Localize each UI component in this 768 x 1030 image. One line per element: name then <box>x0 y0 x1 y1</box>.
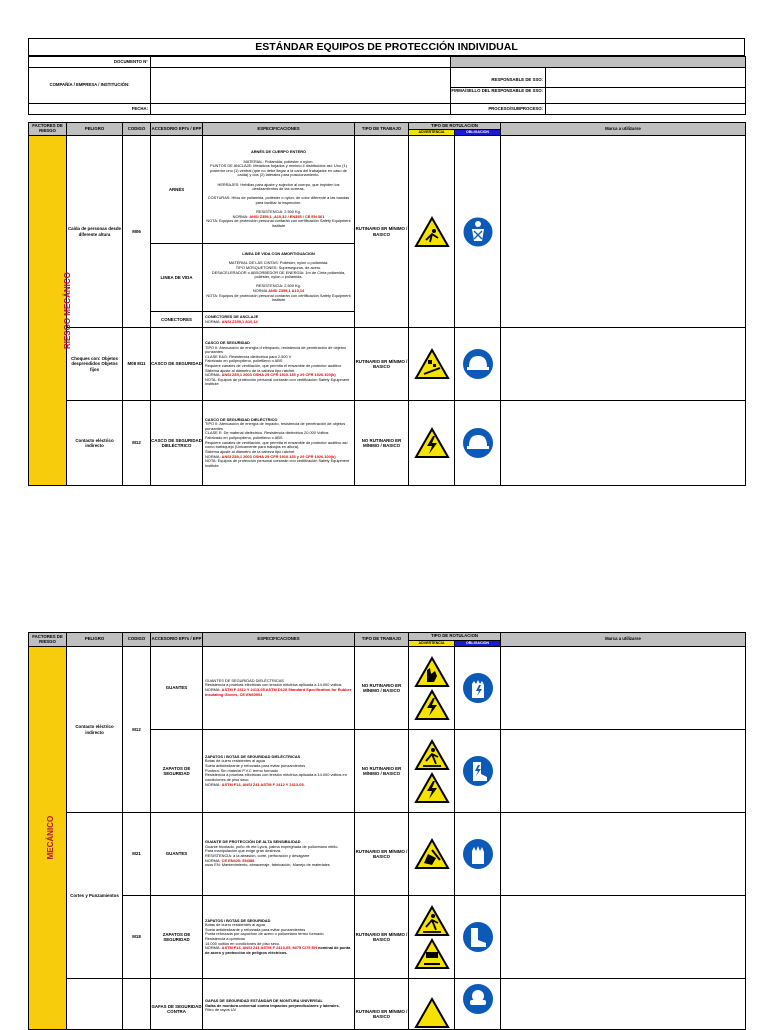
document-title: ESTÁNDAR EQUIPOS DE PROTECCIÓN INDIVIDUAL <box>255 41 518 53</box>
electric-shock-hand-warning-icon <box>414 656 450 688</box>
codigo-choques: M08 M11 <box>123 328 151 401</box>
spec-conectores: CONECTORES DE ANCLAJE NORMA: ANSI Z359,1 A10,14 <box>203 312 355 328</box>
tipo-trabajo-choques: RUTINARIO ER MÍNIMO / BASICO <box>355 328 409 401</box>
fecha-label: FECHA: <box>29 104 151 115</box>
advertencia-choques <box>409 328 455 401</box>
codigo-contacto: M12 <box>123 401 151 486</box>
obligacion-gafas <box>455 979 501 1030</box>
compania-field[interactable] <box>151 68 451 104</box>
tipo-trabajo-caida: RUTINARIO ER MÍNIMO / BASICO <box>355 136 409 328</box>
fall-warning-icon <box>414 216 450 248</box>
codigo-caida: M06 <box>123 136 151 328</box>
risk-factor-mecanico: MECÁNICO <box>29 647 67 1030</box>
document-title-bar <box>28 38 745 56</box>
col-accesorio: ACCESORIO EPI's / EPP <box>151 123 203 136</box>
falling-objects-warning-icon <box>414 348 450 380</box>
epp-table-1 <box>28 122 746 486</box>
epp-table-2 <box>28 632 746 1030</box>
advertencia-guantes-2 <box>409 813 455 896</box>
accesorio-casco-dielectrico: CASCO DE SEGURIDAD DIELÉCTRICO <box>151 401 203 486</box>
dielectric-boots-mandatory-icon <box>461 754 495 788</box>
eye-hazard-warning-icon <box>414 997 450 1029</box>
spec-arnes: ARNÉS DE CUERPO ENTERO MATERIAL: Poliamida, poliéster o nylon. PUNTOS DE ANCLAJE: Metálicos forjados y mínimo 4 distribuidos así: Uno (1) posterior uno (1) ventral (que no debe llegar a la cara del trabajador en caso de caída) y dos (2) laterales para posicionamiento. HERRAJES: Hebillas para ajuste y sujeción al cuerpo, que impiden los deslizamientos de las correas. COSTURAS: Hilos de poliamida, poliéster o nylon, de color diferente a las bandas para facilitar la inspección. RESISTENCIA: 2.500 Kg. NORMA: ANSI Z359,1 ,A10,32 / EN355 / CE EN 361 NOTA: Equipos de protección personal contarán con certificación Safety Equipment Institute <box>203 136 355 244</box>
col-peligro: PELIGRO <box>67 633 123 647</box>
spec-zapatos: ZAPATOS / BOTAS DE SEGURIDAD DIELÉCTRICAS Botas de cuero resistentes al agua Suela antideslizante y reforzada para evitar punzamientos Puntera: Sin material P.V.C termo formado Resistencia a pruebas eléctricas con tensión eléctrica aplicada a 14.000 voltios en condiciones de piso seco. NORMA: ASTM F13, ANSI Z41 ASTM F 2412 Y 2413-05. <box>203 730 355 813</box>
peligro-caida: Caída de personas desde diferente altura <box>67 136 123 328</box>
col-tipo-rotulacion: TIPO DE ROTULACION <box>409 633 501 641</box>
spec-guantes-2: GUANTE DE PROTECCIÓN DE ALTA SENSIBILIDAD Guante tricotado, puño rib ete Lycra, palma impregnada de poliuretano nitrilo. Para manipulación que exige gran destreza. RESISTENCIA: a la abrasión, corte, perforación y desagarre NORMA: CE EN420: EN388 usos EN: Mantenimiento, almacenaje, fabricación, Manejo de materiales <box>203 813 355 896</box>
tipo-trabajo-contacto: NO RUTINARIO ER MÍNIMO / BASICO <box>355 401 409 486</box>
accesorio-conectores: CONECTORES <box>151 312 203 328</box>
crush-warning-icon <box>414 938 450 970</box>
slip-warning-icon <box>414 905 450 937</box>
marca-caida[interactable] <box>501 136 746 328</box>
obligacion-contacto <box>455 401 501 486</box>
risk-factor-mecanico: RIESGO MECÁNICO <box>29 136 67 486</box>
codigo-contacto: M12 <box>123 647 151 813</box>
advertencia-guantes <box>409 647 455 730</box>
peligro-choques: Choques con: Objetos desprendidos Objetos fijos <box>67 328 123 401</box>
proceso-field[interactable] <box>546 104 746 115</box>
advertencia-gafas <box>409 979 455 1030</box>
header-form <box>28 56 746 115</box>
firma-label: FIRMA/SELLO DEL RESPONSABLE DE SSO: <box>451 88 543 93</box>
accesorio-zapatos: ZAPATOS DE SEGURIDAD <box>151 730 203 813</box>
slip-warning-icon <box>414 739 450 771</box>
spec-gafas: GAFAS DE SEGURIDAD ESTÁNDAR DE MONTURA UNIVERSAL Gafas de montura universal contra impactos perpendiculares y laterales. Filtro de rayos UV <box>203 979 355 1030</box>
goggles-mandatory-icon <box>461 982 495 1016</box>
accesorio-guantes: GUANTES <box>151 647 203 730</box>
col-peligro: PELIGRO <box>67 123 123 136</box>
accesorio-gafas: GAFAS DE SEGURIDAD CONTRA <box>151 979 203 1030</box>
documento-field[interactable] <box>151 57 451 68</box>
codigo-cortes-2: M18 <box>123 896 151 979</box>
advertencia-contacto <box>409 401 455 486</box>
col-tipo-trabajo: TIPO DE TRABAJO <box>355 633 409 647</box>
fecha-field[interactable] <box>151 104 451 115</box>
col-advertencia: ADVERTENCIA <box>409 641 455 647</box>
electric-warning-icon <box>414 772 450 804</box>
marca-guantes[interactable] <box>501 647 746 730</box>
tipo-trabajo-zapatos: NO RUTINARIO ER MÍNIMO / BASICO <box>355 730 409 813</box>
spec-casco-dielectrico: CASCO DE SEGURIDAD DIELÉCTRICO TIPO II: Atenuación de energía de impacto, resistencia de penetración de objetos punzantes CLASE E: De material dieléctrico. Resistencia dieléctrica 20.000 Voltios Fabricado en polipropileno, polietileno o ABS Requiere canales de ventilación, que permita el ensamble de protector auditivo así como barbiquejo (Únicamente para trabajos en altura). Sistema ajuste al diámetro de la cabeza tipo ratchet NORMA: ANSI Z89,1 2003 OSHA 29 CFR 1910.135 y 29 CFR 1926.100(b) NOTA: Equipos de protección personal contarán con certificación Safety Equipment Institute <box>203 401 355 486</box>
responsable-label: RESPONSABLE DE SSO: <box>451 78 545 88</box>
codigo-cortes-1: M21 <box>123 813 151 896</box>
tipo-trabajo-guantes: NO RUTINARIO ER MÍNIMO / BASICO <box>355 647 409 730</box>
accesorio-arnes: ARNÉS <box>151 136 203 244</box>
col-marca: Marca a utilizarse <box>501 123 746 136</box>
helmet-mandatory-icon <box>461 347 495 381</box>
proceso-label: PROCESO/SUBPROCESO: <box>451 104 546 115</box>
tipo-trabajo-gafas: RUTINARIO ER MÍNIMO / BASICO <box>355 979 409 1030</box>
compania-label: COMPAÑÍA / EMPRESA / INSTITUCIÓN: <box>29 68 151 104</box>
codigo-gafas <box>123 979 151 1030</box>
accesorio-zapatos-2: ZAPATOS DE SEGURIDAD <box>151 896 203 979</box>
documento-label: DOCUMENTO N° <box>29 57 151 68</box>
accesorio-guantes-2: GUANTES <box>151 813 203 896</box>
marca-choques[interactable] <box>501 328 746 401</box>
accesorio-casco: CASCO DE SEGURIDAD <box>151 328 203 401</box>
peligro-gafas <box>67 979 123 1030</box>
peligro-contacto: Contacto eléctrico indirecto <box>67 647 123 813</box>
marca-guantes-2[interactable] <box>501 813 746 896</box>
advertencia-caida <box>409 136 455 328</box>
col-accesorio: ACCESORIO EPI's / EPP <box>151 633 203 647</box>
marca-zapatos[interactable] <box>501 730 746 813</box>
helmet-mandatory-icon <box>461 426 495 460</box>
col-especificaciones: ESPECIFICACIONES <box>203 633 355 647</box>
dielectric-gloves-mandatory-icon <box>461 671 495 705</box>
tipo-trabajo-zapatos-2: RUTINARIO ER MÍNIMO / BASICO <box>355 896 409 979</box>
peligro-contacto: Contacto eléctrico indirecto <box>67 401 123 486</box>
col-tipo-trabajo: TIPO DE TRABAJO <box>355 123 409 136</box>
spec-zapatos-2: ZAPATOS / BOTAS DE SEGURIDAD Botas de cuero resistentes al agua Suela antideslizante y reforzada para evitar punzamientos Punta reforzada por capuchón de acero o poliuretano termo formado Resistencia a químicos 14.000 voltios en condiciones de piso seco. NORMA: ASTM F13, ANSI Z41 ASTM F 2413-05, M/75 C/75 EH nominal de punta de acero y protección de peligros eléctricos. <box>203 896 355 979</box>
col-especificaciones: ESPECIFICACIONES <box>203 123 355 136</box>
obligacion-zapatos <box>455 730 501 813</box>
advertencia-zapatos-2 <box>409 896 455 979</box>
col-obligacion: OBLIGACION <box>455 641 501 647</box>
accesorio-linea: LINEA DE VIDA <box>151 244 203 312</box>
col-factores: FACTORES DE RIESGO <box>29 123 67 136</box>
safety-boots-mandatory-icon <box>461 920 495 954</box>
marca-gafas[interactable] <box>501 979 746 1030</box>
advertencia-zapatos <box>409 730 455 813</box>
electric-warning-icon <box>414 689 450 721</box>
documento-gray <box>451 57 746 68</box>
obligacion-guantes-2 <box>455 813 501 896</box>
col-codigo: CODIGO <box>123 123 151 136</box>
electric-warning-icon <box>414 427 450 459</box>
responsable-field[interactable] <box>546 78 745 88</box>
firma-field[interactable] <box>546 88 745 102</box>
obligacion-caida <box>455 136 501 328</box>
harness-mandatory-icon <box>461 215 495 249</box>
marca-zapatos-2[interactable] <box>501 896 746 979</box>
gloves-mandatory-icon <box>461 837 495 871</box>
obligacion-choques <box>455 328 501 401</box>
spec-linea: LINEA DE VIDA CON AMORTIGUACION MATERIAL DE LAS CINTAS: Poliéster, nylon o poliamida. TIPO MOSQUETONES: Superseguros, de acero. DESACELERADOR o ABSORBEDOR DE ENERGÍA: 1m de Cinta poliamida, poliéster, nylon o poliamida. RESISTENCIA: 2.500 Kg. NORMA ANSI Z359,1 A10,14 NOTA: Equipos de protección personal contarán con certificación Safety Equipment Institute <box>203 244 355 312</box>
spec-guantes: GUANTES DE SEGURIDAD DIELÉCTRICAS Resistencia a pruebas eléctricas con tensión eléctrica aplicada a 14.000 voltios NORMA: ASTM F 2412 Y 2413-05 ASTM D120 Standard Specification for Rubber Insulating Gloves, CE EN60903 <box>203 647 355 730</box>
cut-hand-warning-icon <box>414 838 450 870</box>
marca-contacto[interactable] <box>501 401 746 486</box>
obligacion-zapatos-2 <box>455 896 501 979</box>
col-factores: FACTORES DE RIESGO <box>29 633 67 647</box>
peligro-cortes: Cortes y Punzamientos <box>67 813 123 979</box>
col-obligacion: OBLIGACION <box>455 130 501 136</box>
spec-casco: CASCO DE SEGURIDAD TIPO II: Atenuación de energía d elimpacto, resistencia de penetración de objetos punzantes CLASE E&G: Resistencia dieléctrica para 2.500 V Fabricado en polipropileno, polietileno o ABS Requiere canales de ventilación, que permita el ensamble de protector auditivo Sistema ajuste al diámetro de la cabeza tipo ratchet NORMA: ANSI Z89,1 2003 OSHA 29 CFR 1910.135 y 29 CFR 1926.100(b) NOTA: Equipos de protección personal contarán con certificación Safety Equipment Institute <box>203 328 355 401</box>
tipo-trabajo-guantes-2: RUTINARIO ER MÍNIMO / BASICO <box>355 813 409 896</box>
obligacion-guantes <box>455 647 501 730</box>
col-advertencia: ADVERTENCIA <box>409 130 455 136</box>
col-tipo-rotulacion: TIPO DE ROTULACION <box>409 123 501 130</box>
col-codigo: CODIGO <box>123 633 151 647</box>
col-marca: Marca a utilizarse <box>501 633 746 647</box>
